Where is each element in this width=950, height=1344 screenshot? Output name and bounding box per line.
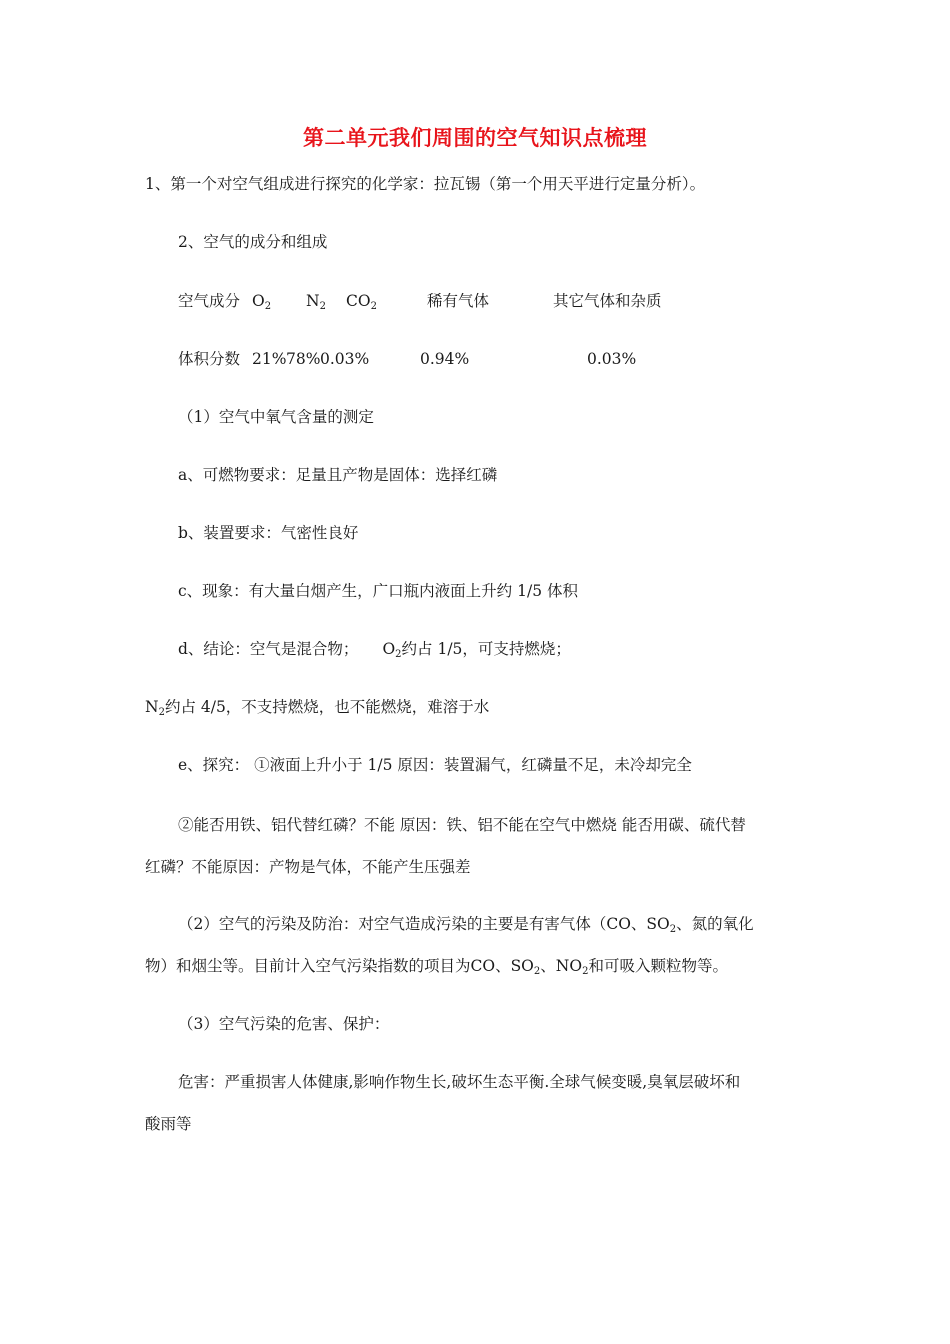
section-2-line-2: 物）和烟尘等。目前计入空气污染指数的项目为CO、$SO_2$、$NO_2$和可吸入颗粒物等。 bbox=[145, 957, 728, 977]
page-title: 第二单元我们周围的空气知识点梳理 bbox=[303, 126, 647, 150]
item-a: a、可燃物要求：足量且产物是固体：选择红磷 bbox=[178, 466, 498, 484]
row-label-composition: 空气成分 bbox=[178, 292, 241, 310]
item-b: b、装置要求：气密性良好 bbox=[178, 524, 359, 542]
item-1: 1、第一个对空气组成进行探究的化学家：拉瓦锡（第一个用天平进行定量分析）。 bbox=[145, 175, 706, 193]
cell-co2: $CO_2$ bbox=[346, 292, 377, 312]
cell-n2: $N_2$ bbox=[306, 292, 326, 312]
cell-o2: $O_2$ bbox=[252, 292, 272, 312]
section-1-heading: （1）空气中氧气含量的测定 bbox=[178, 408, 374, 426]
harm-line-2: 酸雨等 bbox=[145, 1115, 192, 1133]
value-n2: 78% bbox=[286, 350, 321, 368]
section-2-line-1: （2）空气的污染及防治：对空气造成污染的主要是有害气体（CO、$SO_2$、氮的氧化 bbox=[178, 915, 754, 935]
row-label-volume: 体积分数 bbox=[178, 350, 241, 368]
value-co2: 0.03% bbox=[320, 350, 370, 368]
value-rare-gas: 0.94% bbox=[420, 350, 470, 368]
question-line-2: 红磷？不能原因：产物是气体，不能产生压强差 bbox=[145, 858, 471, 876]
section-3-heading: （3）空气污染的危害、保护： bbox=[178, 1015, 390, 1033]
item-2: 2、空气的成分和组成 bbox=[178, 233, 328, 251]
question-line-1: ②能否用铁、铝代替红磷？不能 原因：铁、铝不能在空气中燃烧 能否用碳、硫代替 bbox=[178, 816, 746, 834]
item-n2-note: $N_2$约占 4/5，不支持燃烧，也不能燃烧，难溶于水 bbox=[145, 698, 490, 718]
item-e: e、探究： ①液面上升小于 1/5 原因：装置漏气，红磷量不足，未冷却完全 bbox=[178, 756, 692, 774]
value-o2: 21% bbox=[252, 350, 287, 368]
cell-other-gas: 其它气体和杂质 bbox=[553, 292, 662, 310]
cell-rare-gas: 稀有气体 bbox=[427, 292, 490, 310]
value-other-gas: 0.03% bbox=[587, 350, 637, 368]
harm-line-1: 危害：严重损害人体健康,影响作物生长,破坏生态平衡.全球气候变暖,臭氧层破坏和 bbox=[178, 1073, 741, 1091]
item-d: d、结论：空气是混合物； $O_2$约占 1/5，可支持燃烧； bbox=[178, 640, 571, 660]
item-c: c、现象：有大量白烟产生，广口瓶内液面上升约 1/5 体积 bbox=[178, 582, 578, 600]
